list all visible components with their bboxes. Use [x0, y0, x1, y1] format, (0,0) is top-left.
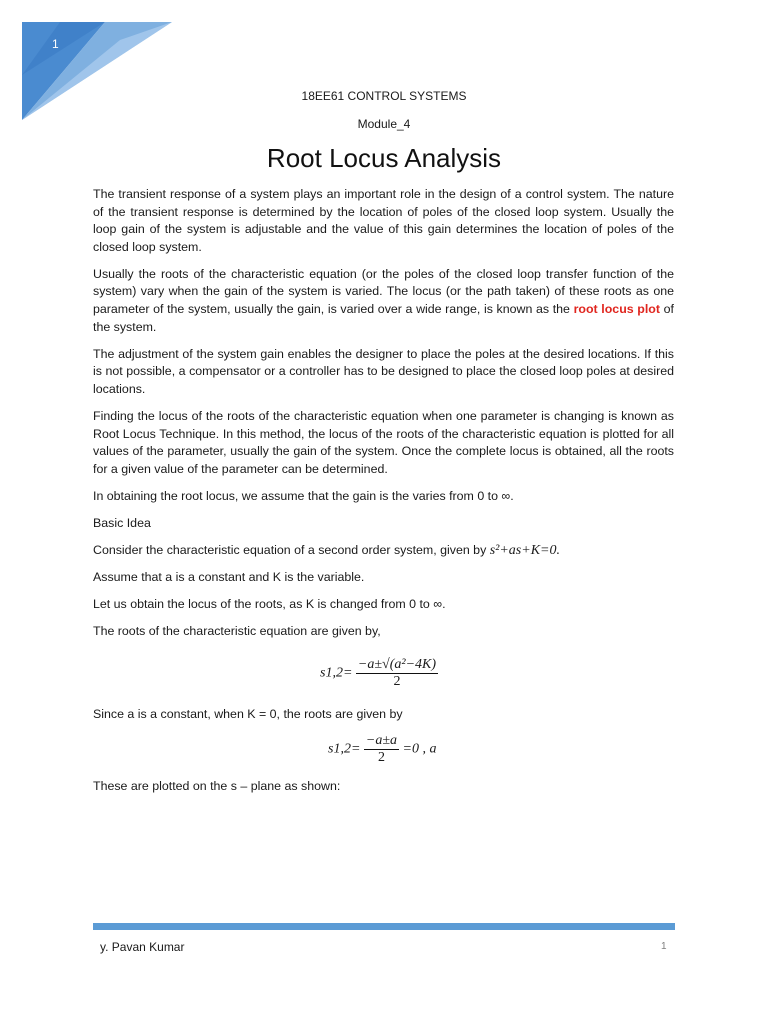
k0-numerator: −a±a — [365, 733, 398, 748]
paragraph-2 — [93, 266, 674, 336]
body-content-3 — [93, 778, 674, 805]
corner-page-number: 1 — [52, 37, 59, 51]
corner-decoration — [0, 0, 190, 130]
paragraph-3: The adjustment of the system gain enables the designer to place the poles at the desired locations. If this is not possible, a compensator or a controller has to be designed to place the closed loop poles at desired locations. — [93, 346, 674, 396]
root-locus-plot-highlight: root locus plot — [573, 302, 661, 317]
roots-equation — [320, 657, 438, 690]
body-content — [93, 186, 674, 650]
roots-fraction — [356, 657, 438, 690]
paragraph-1: The transient response of a system plays an important role in the design of a control system. The nature of the transient response is determined by the location of poles of the closed loop system. Usually the loop gain of the system is adjustable and the value of this gain determines the location of poles of the closed loop system. — [93, 187, 674, 254]
paragraph-8: Assume that a is a constant and K is the variable. — [93, 570, 365, 585]
roots-numerator: −a±√(a²−4K) — [357, 657, 437, 672]
paragraph-9: Let us obtain the locus of the roots, as K is changed from 0 to ∞. — [93, 597, 446, 612]
footer-author: y. Pavan Kumar — [100, 940, 185, 954]
basic-idea-heading: Basic Idea — [93, 516, 151, 530]
k0-denominator: 2 — [377, 750, 385, 765]
k0-roots-equation — [328, 733, 437, 766]
paragraph-10: The roots of the characteristic equation are given by, — [93, 624, 381, 639]
paragraph-5: In obtaining the root locus, we assume that the gain is the varies from 0 to ∞. — [93, 488, 514, 503]
k0-fraction — [364, 733, 399, 766]
k0-lhs: s1,2= — [328, 741, 361, 757]
footer-divider — [93, 923, 675, 930]
course-header: 18EE61 CONTROL SYSTEMS — [301, 89, 467, 103]
roots-denominator: 2 — [393, 674, 401, 689]
paragraph-7-text: Consider the characteristic equation of a second order system, given by — [93, 543, 487, 558]
body-content-2 — [93, 706, 674, 733]
paragraph-12: These are plotted on the s – plane as shown: — [93, 779, 341, 793]
footer-page-number: 1 — [661, 941, 667, 952]
roots-lhs: s1,2= — [320, 665, 353, 681]
paragraph-11: Since a is a constant, when K = 0, the roots are given by — [93, 707, 403, 721]
module-header: Module_4 — [357, 117, 411, 131]
page-title: Root Locus Analysis — [266, 143, 502, 173]
paragraph-4: Finding the locus of the roots of the characteristic equation when one parameter is changing is known as Root Locus Technique. In this method, the locus of the roots of the characteristic equation is plotted for all values of the parameter, usually the gain of the system. Once the complete locus is obtained, all the roots for a given value of the parameter can be determined. — [93, 409, 674, 476]
paragraph-2-end: of the system. — [93, 302, 674, 334]
paragraph-7 — [93, 542, 674, 560]
paragraph-2-start: Usually the roots of the characteristic equation (or the poles of the closed loop transfer function of the system) vary when the gain of the system is varied. The locus (or the path taken) of these roots as one parameter of the system, usually the gain, is varied over a wide range, is known as the — [93, 266, 674, 317]
k0-rhs: =0 , a — [402, 741, 437, 757]
characteristic-equation: s²+as+K=0. — [489, 543, 560, 559]
